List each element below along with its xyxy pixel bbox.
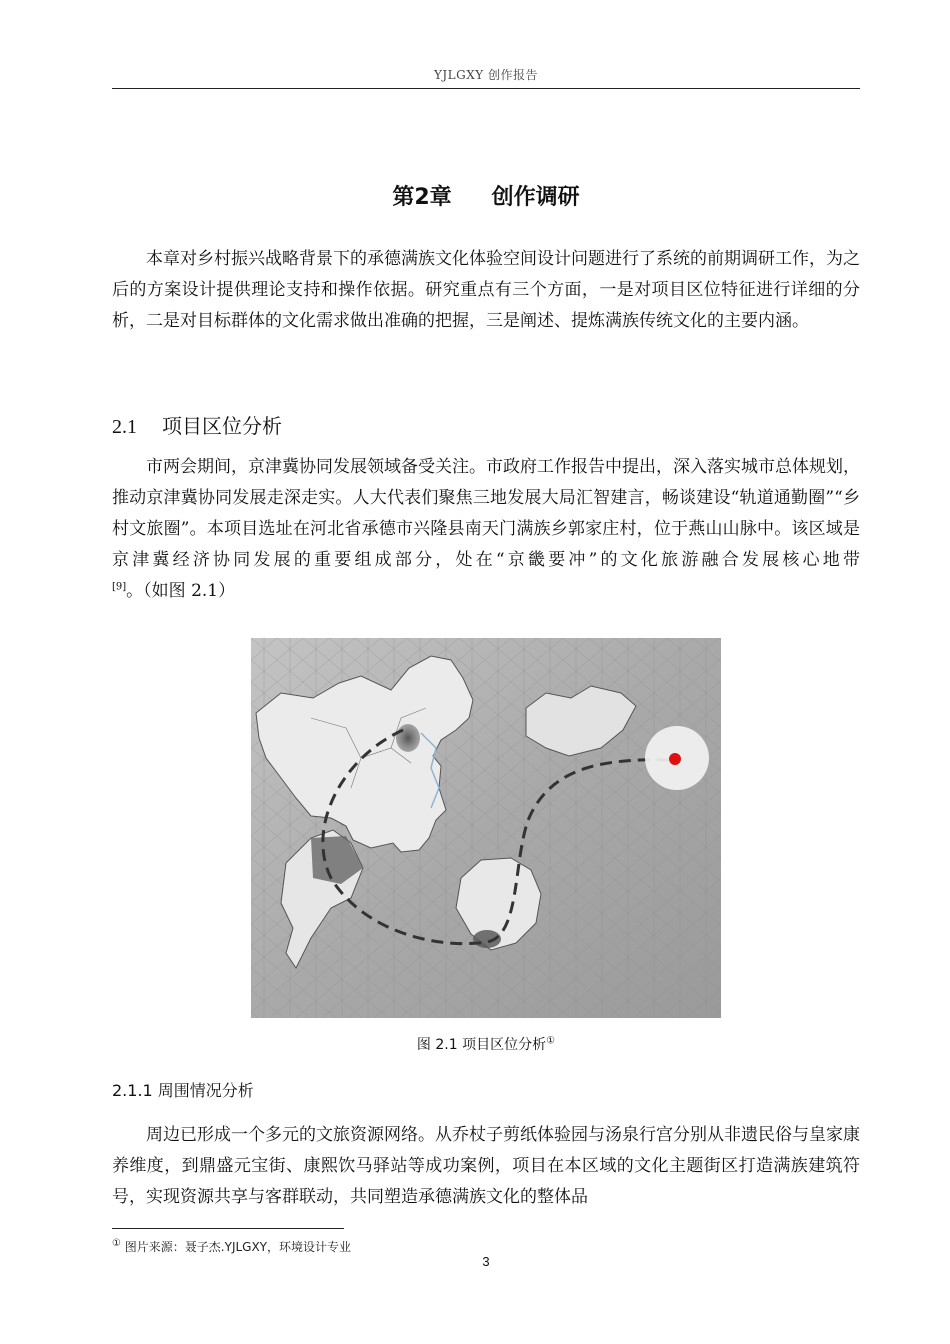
section-heading	[112, 410, 282, 439]
citation: [9]	[112, 581, 127, 593]
surroundings-paragraph: 周边已形成一个多元的文旅资源网络。从乔杖子剪纸体验园与汤泉行宫分别从非遗民俗与皇家康养维度，到鼎盛元宝街、康熙饮马驿站等成功案例，项目在本区域的文化主题街区打造满族建筑符号，实现资源共享与客群联动，共同塑造承德满族文化的整体品	[112, 1125, 860, 1207]
location-paragraph	[112, 452, 860, 607]
intro-paragraph: 本章对乡村振兴战略背景下的承德满族文化体验空间设计问题进行了系统的前期调研工作，为之后的方案设计提供理论支持和操作依据。研究重点有三个方面，一是对项目区位特征进行详细的分析，二是对目标群体的文化需求做出准确的把握，三是阐述、提炼满族传统文化的主要内涵。	[112, 249, 860, 331]
section-number: 2.1	[112, 416, 137, 438]
chapter-heading	[112, 180, 860, 211]
section-title: 项目区位分析	[162, 414, 282, 438]
footnote-text: 图片来源：聂子杰.YJLGXY，环境设计专业	[124, 1240, 352, 1254]
caption-footnote-mark: ①	[546, 1035, 556, 1047]
figure-caption	[112, 1034, 860, 1054]
site-marker	[669, 753, 681, 765]
location-map-image	[251, 638, 721, 1018]
page-number: 3	[482, 1254, 490, 1269]
footnote	[112, 1238, 351, 1255]
beijing-marker	[396, 724, 420, 752]
chapter-number: 第2章	[392, 185, 452, 210]
subsection-heading: 2.1.1 周围情况分析	[112, 1081, 254, 1100]
caption-text: 图 2.1 项目区位分析	[416, 1037, 547, 1053]
location-tail: 。（如图 2.1）	[126, 581, 236, 601]
header-rule	[112, 88, 860, 89]
footnote-rule	[112, 1228, 344, 1229]
location-map-figure	[251, 638, 721, 1018]
footnote-mark: ①	[112, 1238, 121, 1249]
running-header: YJLGXY 创作报告	[433, 68, 539, 82]
location-text: 市两会期间，京津冀协同发展领域备受关注。市政府工作报告中提出，深入落实城市总体规划，推动京津冀协同发展走深走实。人大代表们聚焦三地发展大局汇智建言，畅谈建设“轨道通勤圈”“乡村文旅圈”。本项目选址在河北省承德市兴隆县南天门满族乡郭家庄村，位于燕山山脉中。该区域是京津冀经济协同发展的重要组成部分，处在“京畿要冲”的文化旅游融合发展核心地带	[112, 457, 860, 570]
chapter-title: 创作调研	[491, 185, 580, 210]
